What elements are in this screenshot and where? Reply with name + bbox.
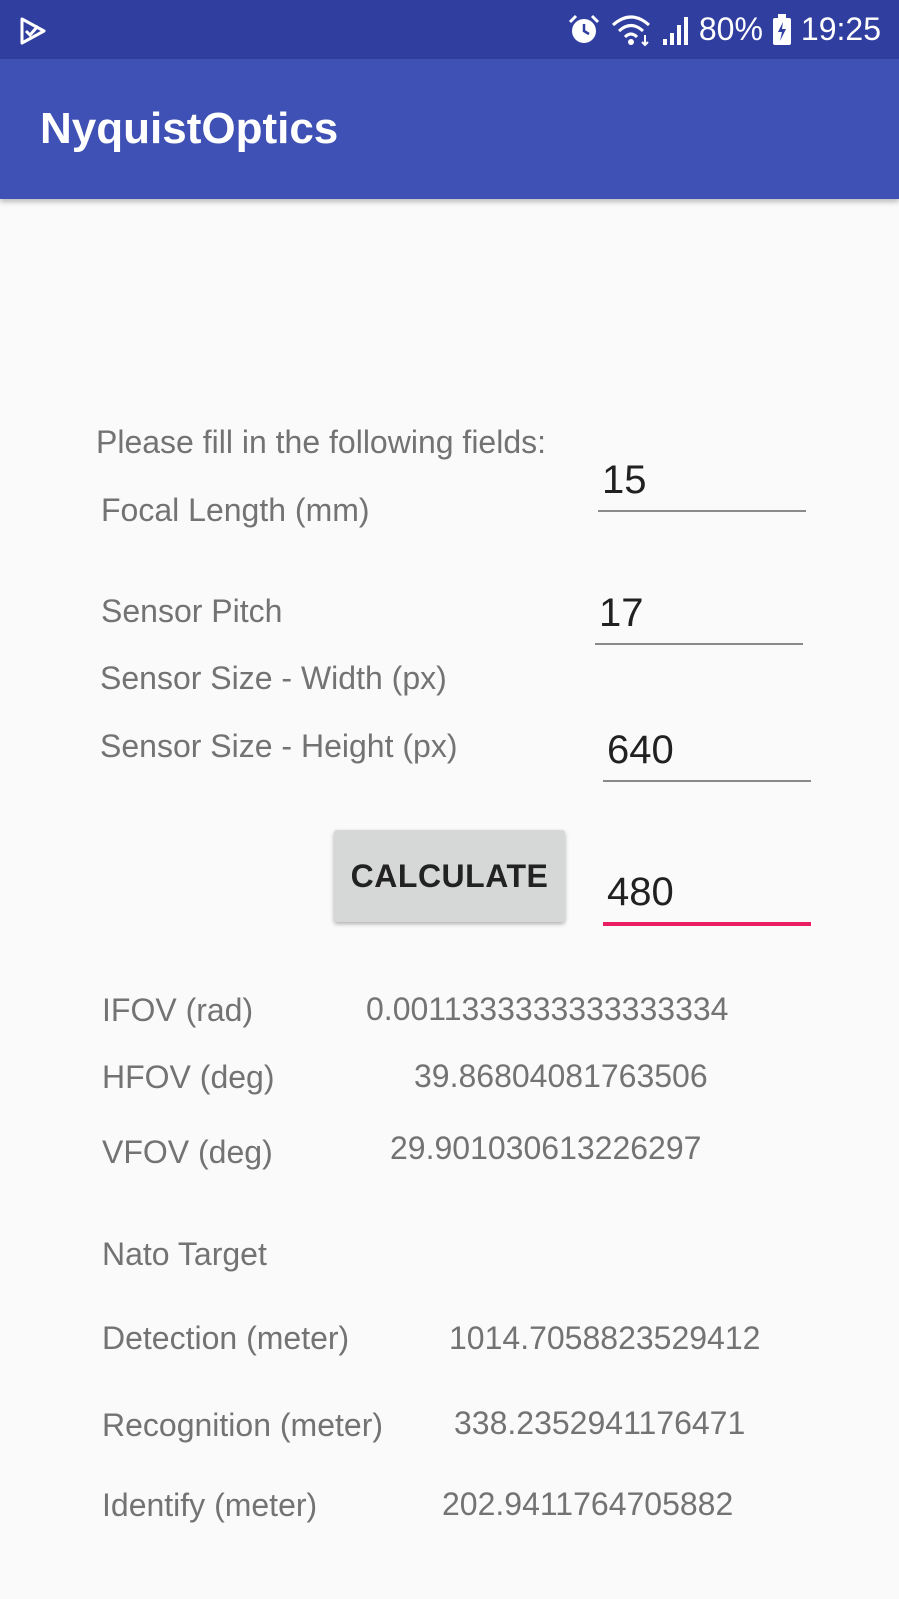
hfov-value: 39.86804081763506: [414, 1058, 708, 1094]
calculate-button[interactable]: CALCULATE: [334, 830, 565, 922]
instruction-text: Please fill in the following fields:: [96, 424, 547, 460]
notification-check-icon: [18, 16, 48, 46]
ifov-value: 0.0011333333333333334: [366, 991, 729, 1027]
recognition-value: 338.2352941176471: [454, 1405, 746, 1441]
sensor-width-label: Sensor Size - Width (px): [100, 660, 447, 696]
focal-length-input[interactable]: [598, 450, 806, 510]
focal-length-field: [598, 450, 806, 512]
signal-icon: [661, 13, 691, 47]
identify-value: 202.9411764705882: [442, 1486, 734, 1522]
app-bar: [0, 59, 899, 199]
battery-icon: [771, 13, 793, 47]
detection-value: 1014.7058823529412: [449, 1320, 761, 1356]
sensor-height-input[interactable]: [603, 862, 811, 922]
sensor-pitch-field: [595, 583, 803, 645]
battery-percent: 80%: [698, 11, 763, 47]
alarm-icon: [567, 13, 601, 47]
app-title: NyquistOptics: [40, 104, 339, 153]
sensor-height-field: [603, 862, 811, 926]
status-icons: [567, 0, 881, 59]
recognition-label: Recognition (meter): [102, 1407, 383, 1443]
sensor-height-label: Sensor Size - Height (px): [100, 728, 458, 764]
vfov-label: VFOV (deg): [102, 1134, 273, 1170]
ifov-label: IFOV (rad): [102, 992, 254, 1028]
status-bar: [0, 0, 899, 59]
status-time: 19:25: [800, 11, 881, 47]
wifi-icon: [609, 13, 653, 47]
focal-length-label: Focal Length (mm): [101, 492, 370, 528]
detection-label: Detection (meter): [102, 1320, 350, 1356]
sensor-width-field: [603, 720, 811, 782]
vfov-value: 29.901030613226297: [390, 1130, 702, 1166]
hfov-label: HFOV (deg): [102, 1059, 275, 1095]
identify-label: Identify (meter): [102, 1487, 318, 1523]
sensor-pitch-label: Sensor Pitch: [101, 593, 283, 629]
sensor-pitch-input[interactable]: [595, 583, 803, 643]
sensor-width-input[interactable]: [603, 720, 811, 780]
nato-target-heading: Nato Target: [102, 1236, 267, 1272]
